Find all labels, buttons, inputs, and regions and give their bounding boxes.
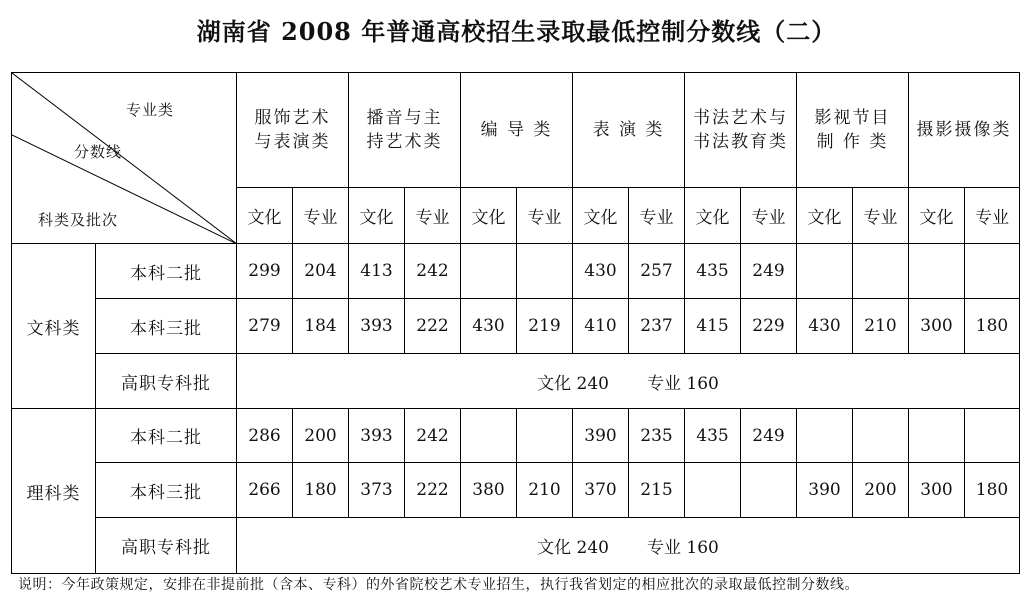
batch-cell: 本科三批	[96, 463, 237, 518]
score-cell: 373	[349, 463, 405, 518]
score-cell	[965, 244, 1020, 299]
score-cell	[741, 463, 797, 518]
score-cell: 249	[741, 244, 797, 299]
score-cell: 410	[573, 299, 629, 354]
culture-header: 文化	[909, 188, 965, 244]
major-header-cell: 播音与主 持艺术类	[349, 73, 461, 188]
vocational-major-score: 专业 160	[647, 373, 719, 394]
score-cell: 242	[405, 244, 461, 299]
score-cell: 430	[461, 299, 517, 354]
score-cell	[853, 409, 909, 463]
major-score-header: 专业	[405, 188, 461, 244]
score-cell	[461, 409, 517, 463]
major-score-header: 专业	[293, 188, 349, 244]
score-cell: 180	[965, 463, 1020, 518]
major-score-header: 专业	[517, 188, 573, 244]
score-cell	[685, 463, 741, 518]
table-row	[12, 518, 1020, 574]
batch-cell: 本科三批	[96, 299, 237, 354]
vocational-major-score: 专业 160	[647, 538, 719, 558]
score-cell: 180	[293, 463, 349, 518]
table-row	[12, 244, 1020, 299]
culture-header: 文化	[237, 188, 293, 244]
table-row	[12, 463, 1020, 518]
score-cell: 200	[293, 409, 349, 463]
score-cell: 222	[405, 299, 461, 354]
major-header-cell: 摄影摄像类	[909, 73, 1020, 188]
score-cell: 229	[741, 299, 797, 354]
score-cell: 393	[349, 299, 405, 354]
table-row	[12, 409, 1020, 463]
score-cell	[797, 409, 853, 463]
score-cell: 430	[797, 299, 853, 354]
score-table	[11, 72, 1020, 574]
score-cell	[909, 409, 965, 463]
score-cell: 184	[293, 299, 349, 354]
category-cell-liberal-arts: 文科类	[12, 244, 96, 409]
category-cell-science: 理科类	[12, 409, 96, 574]
score-cell	[797, 244, 853, 299]
corner-major-label: 专业类	[126, 101, 175, 119]
batch-cell: 高职专科批	[96, 518, 237, 574]
score-cell: 210	[853, 299, 909, 354]
score-cell: 380	[461, 463, 517, 518]
score-cell: 242	[405, 409, 461, 463]
score-cell: 222	[405, 463, 461, 518]
score-cell: 180	[965, 299, 1020, 354]
score-cell: 235	[629, 409, 685, 463]
major-header-cell: 影视节目 制 作 类	[797, 73, 909, 188]
score-cell: 413	[349, 244, 405, 299]
score-cell	[517, 244, 573, 299]
footnote: 说明：今年政策规定，安排在非提前批（含本、专科）的外省院校艺术专业招生，执行我省划定的相应批次的录取最低控制分数线。	[18, 577, 859, 593]
score-cell: 200	[853, 463, 909, 518]
major-score-header: 专业	[853, 188, 909, 244]
major-score-header: 专业	[965, 188, 1020, 244]
score-cell	[517, 409, 573, 463]
score-cell: 204	[293, 244, 349, 299]
major-score-header: 专业	[629, 188, 685, 244]
score-cell: 219	[517, 299, 573, 354]
score-cell: 299	[237, 244, 293, 299]
vocational-culture-score: 文化 240	[537, 373, 609, 394]
culture-header: 文化	[797, 188, 853, 244]
table-row	[12, 354, 1020, 409]
major-header-cell: 表 演 类	[573, 73, 685, 188]
major-header-cell: 服饰艺术 与表演类	[237, 73, 349, 188]
score-cell: 300	[909, 299, 965, 354]
corner-category-label: 科类及批次	[38, 211, 119, 229]
score-cell: 237	[629, 299, 685, 354]
score-cell: 215	[629, 463, 685, 518]
major-header-cell: 编 导 类	[461, 73, 573, 188]
score-cell	[965, 409, 1020, 463]
major-score-header: 专业	[741, 188, 797, 244]
major-header-row	[12, 73, 1020, 188]
score-cell: 279	[237, 299, 293, 354]
score-cell	[909, 244, 965, 299]
score-cell: 435	[685, 244, 741, 299]
score-cell: 249	[741, 409, 797, 463]
vocational-score-cell	[237, 354, 1020, 409]
culture-header: 文化	[461, 188, 517, 244]
score-cell: 430	[573, 244, 629, 299]
vocational-score-cell	[237, 518, 1020, 574]
score-cell: 210	[517, 463, 573, 518]
score-cell: 370	[573, 463, 629, 518]
score-cell: 393	[349, 409, 405, 463]
culture-header: 文化	[349, 188, 405, 244]
score-cell	[853, 244, 909, 299]
corner-header-cell	[12, 73, 237, 244]
score-cell: 415	[685, 299, 741, 354]
major-header-cell: 书法艺术与 书法教育类	[685, 73, 797, 188]
score-cell: 300	[909, 463, 965, 518]
score-cell: 435	[685, 409, 741, 463]
batch-cell: 本科二批	[96, 244, 237, 299]
score-cell: 266	[237, 463, 293, 518]
page-title: 湖南省 2008 年普通高校招生录取最低控制分数线（二）	[196, 17, 837, 46]
culture-header: 文化	[685, 188, 741, 244]
table-row	[12, 299, 1020, 354]
score-cell	[461, 244, 517, 299]
score-cell: 390	[573, 409, 629, 463]
batch-cell: 本科二批	[96, 409, 237, 463]
culture-header: 文化	[573, 188, 629, 244]
corner-score-label: 分数线	[74, 143, 123, 161]
score-cell: 286	[237, 409, 293, 463]
score-cell: 257	[629, 244, 685, 299]
vocational-culture-score: 文化 240	[537, 538, 609, 558]
score-cell: 390	[797, 463, 853, 518]
batch-cell: 高职专科批	[96, 354, 237, 409]
